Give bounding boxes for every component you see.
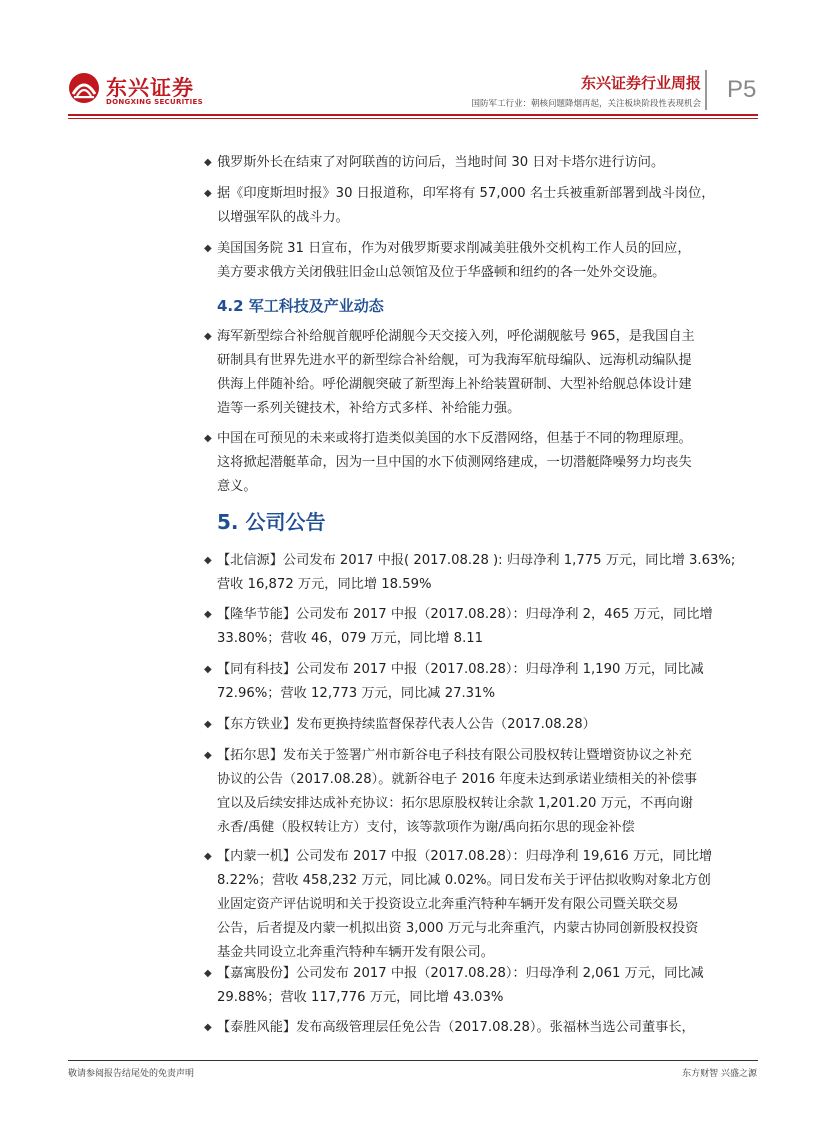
text-line: 【嘉寓股份】公司发布 2017 中报（2017.08.28）：归母净利 2,061 万元，同比减 [217,966,704,981]
text-line: 【拓尔思】发布关于签署广州市新谷电子科技有限公司股权转让暨增资协议之补充 [217,748,692,763]
footer-slogan: 东方财智 兴盛之源 [682,1069,757,1079]
section-heading-4-2: 4.2 军工科技及产业动态 [217,297,384,315]
text-line: 俄罗斯外长在结束了对阿联酋的访问后，当地时间 30 日对卡塔尔进行访问。 [217,155,665,170]
announcement-item [204,658,762,706]
text-line: 意义。 [217,479,257,494]
news-item [204,427,762,499]
announcement-item [204,603,762,651]
report-subtitle: 国防军工行业：朝核问题降烟再起，关注板块阶段性表现机会 [471,99,701,109]
text-line: 【同有科技】公司发布 2017 中报（2017.08.28）：归母净利 1,190 万元，同比减 [217,662,704,677]
text-line: 29.88%；营收 117,776 万元，同比增 43.03% [217,990,504,1005]
news-item [204,182,762,230]
diamond-bullet-icon: ◆ [204,188,212,199]
diamond-bullet-icon: ◆ [204,968,212,979]
diamond-bullet-icon: ◆ [204,157,212,168]
text-line: 宜以及后续安排达成补充协议：拓尔思原股权转让余款 1,201.20 万元，不再向谢 [217,796,693,811]
logo-brand-en: DONGXING SECURITIES [106,98,203,106]
diamond-bullet-icon: ◆ [204,609,212,620]
news-item [204,237,762,285]
footer-disclaimer: 敬请参阅报告结尾处的免责声明 [68,1069,195,1079]
text-line: 【泰胜风能】发布高级管理层任免公告（2017.08.28）。张福林当选公司董事长， [217,1020,695,1035]
logo-brand-cn: 东兴证券 [106,76,194,100]
diamond-bullet-icon: ◆ [204,243,212,254]
header-rule [68,114,758,116]
diamond-bullet-icon: ◆ [204,719,212,730]
announcement-item [204,1016,762,1040]
header-rule-thin [68,118,758,119]
text-line: 营收 16,872 万元，同比增 18.59% [217,577,432,592]
diamond-bullet-icon: ◆ [204,851,212,862]
announcement-item [204,713,762,737]
announcement-item [204,549,762,597]
text-line: 海军新型综合补给舰首舰呼伦湖舰今天交接入列，呼伦湖舰舷号 965，是我国自主 [217,329,695,344]
text-line: 8.22%；营收 458,232 万元，同比减 0.02%。同日发布关于评估拟收购对象北方创 [217,873,711,888]
text-line: 【北信源】公司发布 2017 中报( 2017.08.28 ): 归母净利 1,775 万元，同比增 3.63%; [217,553,736,568]
text-line: 基金共同设立北奔重汽特种车辆开发有限公司。 [217,945,494,960]
text-line: 供海上伴随补给。呼伦湖舰突破了新型海上补给装置研制、大型补给舰总体设计建 [217,377,692,392]
text-line: 业固定资产评估说明和关于投资设立北奔重汽特种车辆开发有限公司暨关联交易 [217,897,679,912]
text-line: 永香/禹健（股权转让方）支付，该等款项作为谢/禹向拓尔思的现金补偿 [217,820,635,835]
text-line: 33.80%；营收 46，079 万元，同比增 8.11 [217,631,484,646]
diamond-bullet-icon: ◆ [204,750,212,761]
diamond-bullet-icon: ◆ [204,331,212,342]
text-line: 美方要求俄方关闭俄驻旧金山总领馆及位于华盛顿和纽约的各一处外交设施。 [217,265,666,280]
section-heading-5: 5. 公司公告 [217,510,326,534]
diamond-bullet-icon: ◆ [204,664,212,675]
text-line: 据《印度斯坦时报》30 日报道称，印军将有 57,000 名士兵被重新部署到战斗岗位， [217,186,715,201]
report-title: 东兴证券行业周报 [580,74,701,92]
diamond-bullet-icon: ◆ [204,1022,212,1033]
text-line: 以增强军队的战斗力。 [217,210,349,225]
page-number: P5 [727,76,757,103]
diamond-bullet-icon: ◆ [204,433,212,444]
news-item [204,151,762,175]
diamond-bullet-icon: ◆ [204,555,212,566]
announcement-item [204,744,762,840]
text-line: 72.96%；营收 12,773 万元，同比减 27.31% [217,686,495,701]
header-divider [705,70,707,110]
text-line: 这将掀起潜艇革命，因为一旦中国的水下侦测网络建成，一切潜艇降噪努力均丧失 [217,455,692,470]
text-line: 中国在可预见的未来或将打造类似美国的水下反潜网络，但基于不同的物理原理。 [217,431,692,446]
text-line: 造等一系列关键技术，补给方式多样、补给能力强。 [217,401,521,416]
announcement-item [204,962,762,1010]
dongxing-logo-icon [68,72,100,104]
text-line: 【东方铁业】发布更换持续监督保荐代表人公告（2017.08.28） [217,717,596,732]
text-line: 【内蒙一机】公司发布 2017 中报（2017.08.28）：归母净利 19,616 万元，同比增 [217,849,713,864]
text-line: 【隆华节能】公司发布 2017 中报（2017.08.28）：归母净利 2，465 万元，同比增 [217,607,713,622]
news-item [204,325,762,421]
announcement-item [204,845,762,965]
text-line: 研制具有世界先进水平的新型综合补给舰，可为我海军航母编队、远海机动编队提 [217,353,692,368]
text-line: 美国国务院 31 日宣布，作为对俄罗斯要求削减美驻俄外交机构工作人员的回应， [217,241,691,256]
text-line: 公告，后者提及内蒙一机拟出资 3,000 万元与北奔重汽，内蒙古协同创新股权投资 [217,921,699,936]
company-logo [68,70,208,114]
text-line: 协议的公告（2017.08.28）。就新谷电子 2016 年度未达到承诺业绩相关的补偿事 [217,772,698,787]
footer-rule [68,1060,758,1061]
